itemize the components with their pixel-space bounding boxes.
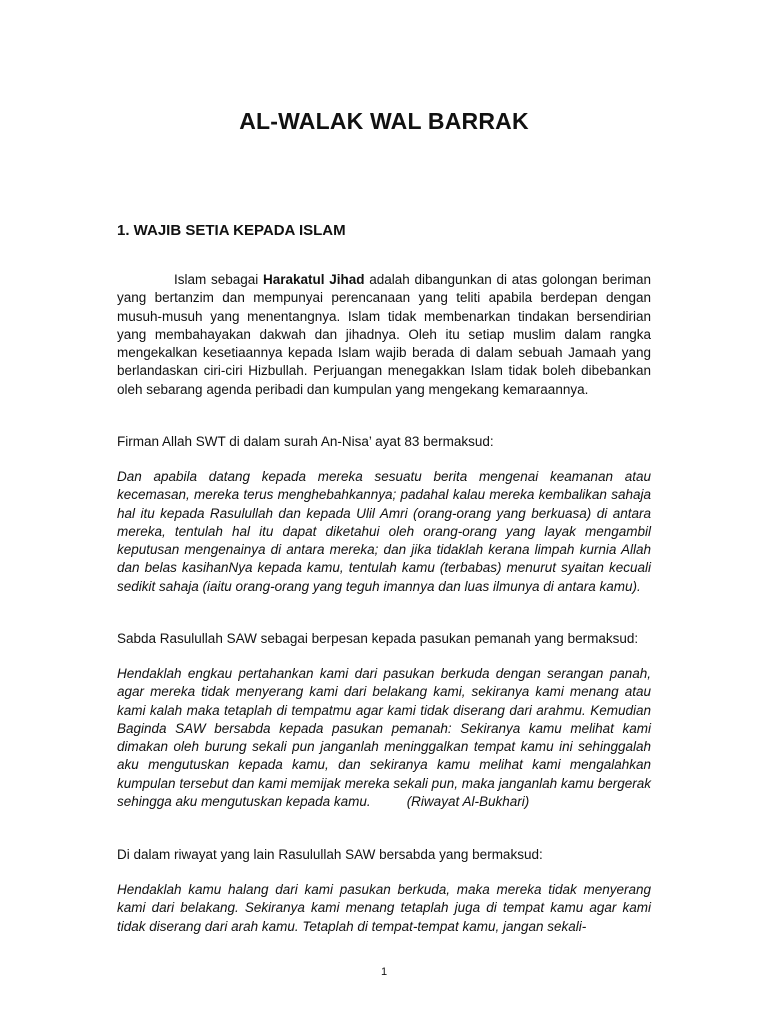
page-number: 1 [380, 966, 388, 978]
quran-intro: Firman Allah SWT di dalam surah An-Nisa’ ayat 83 bermaksud: [117, 434, 494, 449]
hadith2-quote: Hendaklah kamu halang dari kami pasukan berkuda, maka mereka tidak menyerang kami dari belakang. Sekiranya kami menang tetaplah juga di tempat kamu agar kami tidak diserang dari arah kamu. Tetaplah di tempat-tempat kamu, jangan sekali- [117, 882, 651, 934]
hadith1-intro: Sabda Rasulullah SAW sebagai berpesan kepada pasukan pemanah yang bermaksud: [117, 631, 639, 646]
hadith1-reference: (Riwayat Al-Bukhari) [406, 794, 530, 810]
intro-bold-term: Harakatul Jihad [262, 272, 365, 287]
quran-quote: Dan apabila datang kepada mereka sesuatu berita mengenai keamanan atau kecemasan, mereka terus menghebahkannya; padahal kalau mereka kembalikan sahaja hal itu kepada Rasulullah dan kepada Ulil Amri (orang-orang yang berkuasa) di antara mereka, tentulah hal itu dapat diketahui oleh orang-orang yang layak mengambil keputusan mengenainya di antara mereka; dan jika tidaklah kerana limpah kurnia Allah dan belas kasihanNya kepada kamu, tentulah kamu (terbabas) menurut syaitan kecuali sedikit sahaja (iaitu orang-orang yang teguh imannya dan luas ilmunya di antara kamu). [117, 469, 651, 594]
document-title: AL-WALAK WAL BARRAK [239, 108, 529, 134]
intro-text-start: Islam sebagai [174, 272, 263, 287]
intro-text-rest: adalah dibangunkan di atas golongan beriman yang bertanzim dan mempunyai perencanaan yang teliti apabila berdepan dengan musuh-musuh yang menentangnya. Islam tidak membenarkan tindakan bersendirian yang membahayakan dakwah dan jihadnya. Oleh itu setiap muslim dalam rangka mengekalkan kesetiaannya kepada Islam wajib berada di dalam sebuah Jamaah yang berlandaskan ciri-ciri Hizbullah. Perjuangan menegakkan Islam tidak boleh dibebankan oleh sebarang agenda peribadi dan kumpulan yang mengekang kemaraannya. [117, 272, 652, 397]
hadith1-text: Hendaklah engkau pertahankan kami dari pasukan berkuda dengan serangan panah, agar mereka tidak menyerang kami dari belakang kami, sekiranya kami menang atau kami kalah maka tetaplah di tempatmu agar kami tidak diserang dari arahmu. Kemudian Baginda SAW bersabda kepada pasukan pemanah: Sekiranya kamu melihat kami dimakan oleh burung sekali pun janganlah meninggalkan tempat kamu ini sehinggalah aku mengutuskan kepada kamu, dan sekiranya kamu melihat kami mengalahkan kumpulan tersebut dan kami memijak mereka sekali pun, maka janganlah kamu bergerak sehingga aku mengutuskan kepada kamu. [117, 666, 651, 810]
hadith2-intro: Di dalam riwayat yang lain Rasulullah SAW bersabda yang bermaksud: [117, 847, 543, 862]
hadith1-quote [117, 665, 651, 811]
intro-paragraph [117, 271, 651, 399]
section-heading: 1. WAJIB SETIA KEPADA ISLAM [117, 222, 346, 239]
